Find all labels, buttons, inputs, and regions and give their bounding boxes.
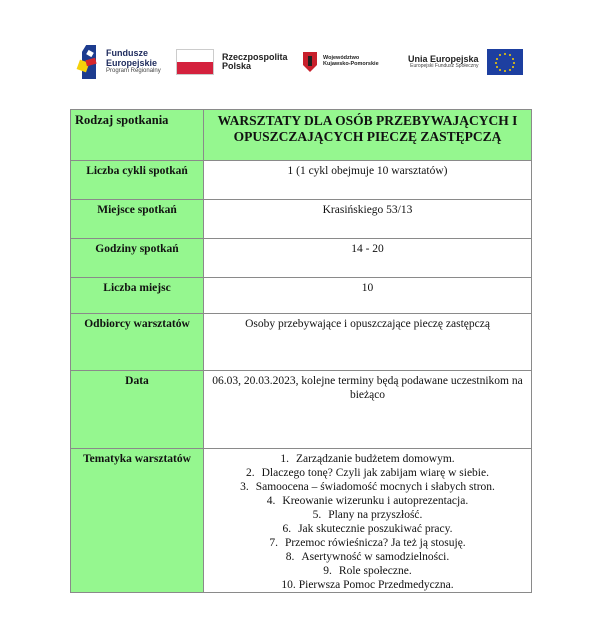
row-value: 06.03, 20.03.2023, kolejne terminy będą podawane uczestnikom na bieżąco <box>204 371 532 449</box>
table-row <box>71 371 532 449</box>
polish-flag-icon <box>176 49 214 75</box>
row-label: Odbiorcy warsztatów <box>71 314 204 371</box>
row-value: 1 (1 cykl obejmuje 10 warsztatów) <box>204 161 532 200</box>
fundusze-europejskie-icon <box>78 45 100 79</box>
coat-of-arms-icon <box>303 52 317 72</box>
list-item: 8. Asertywność w samodzielności. <box>285 551 450 563</box>
row-value: Krasińskiego 53/13 <box>204 200 532 239</box>
list-item: 6. Jak skutecznie poszukiwać pracy. <box>282 523 453 535</box>
unia-europejska-logo <box>408 40 523 84</box>
table-row-header <box>71 110 532 161</box>
row-label: Liczba miejsc <box>71 278 204 314</box>
row-label: Miejsce spotkań <box>71 200 204 239</box>
row-value: 14 - 20 <box>204 239 532 278</box>
rp-line2: Polska <box>222 61 252 71</box>
wojewodztwo-logo <box>303 40 379 84</box>
row-value: Osoby przebywające i opuszczające pieczę zastępczą <box>204 314 532 371</box>
ue-line1: Unia Europejska <box>408 53 479 64</box>
table-row-topics <box>71 449 532 593</box>
kp-line1: Województwo <box>323 55 360 62</box>
row-label: Liczba cykli spotkań <box>71 161 204 200</box>
list-item: 4. Kreowanie wizerunku i autoprezentacja. <box>266 495 469 507</box>
logo-bar <box>0 40 605 84</box>
table-row <box>71 314 532 371</box>
fe-line1: Fundusze <box>106 48 148 59</box>
table-row <box>71 161 532 200</box>
row-label: Godziny spotkań <box>71 239 204 278</box>
list-item: 10. Pierwsza Pomoc Przedmedyczna. <box>281 579 454 591</box>
topics-label: Tematyka warsztatów <box>71 449 204 593</box>
fundusze-europejskie-logo <box>78 40 161 84</box>
kp-line2: Kujawsko-Pomorskie <box>323 61 379 67</box>
list-item: 7. Przemoc rówieśnicza? Ja też ją stosuję. <box>269 537 466 549</box>
list-item: 9. Role społeczne. <box>323 565 412 577</box>
row-label: Data <box>71 371 204 449</box>
list-item: 2. Dlaczego tonę? Czyli jak zabijam wiarę w siebie. <box>246 467 489 479</box>
row-value: 10 <box>204 278 532 314</box>
list-item: 5. Plany na przyszłość. <box>312 509 423 521</box>
rp-line1: Rzeczpospolita <box>222 51 288 62</box>
topics-list <box>208 452 527 592</box>
topics-value <box>204 449 532 593</box>
table-row <box>71 239 532 278</box>
table-row <box>71 200 532 239</box>
rzeczpospolita-polska-logo <box>176 40 288 84</box>
fe-line3: Program Regionalny <box>106 68 161 75</box>
workshop-info-table <box>70 109 532 593</box>
meeting-type-value: WARSZTATY DLA OSÓB PRZEBYWAJĄCYCH I OPUSZCZAJĄCYCH PIECZĘ ZASTĘPCZĄ <box>204 110 532 161</box>
list-item: 3. Samoocena – świadomość mocnych i słabych stron. <box>240 481 495 493</box>
table-row <box>71 278 532 314</box>
fe-line2: Europejskie <box>106 57 158 68</box>
list-item: 1. Zarządzanie budżetem domowym. <box>280 453 455 465</box>
meeting-type-label: Rodzaj spotkania <box>71 110 204 161</box>
eu-flag-icon <box>487 49 523 75</box>
ue-line2: Europejski Fundusz Społeczny <box>410 63 479 70</box>
